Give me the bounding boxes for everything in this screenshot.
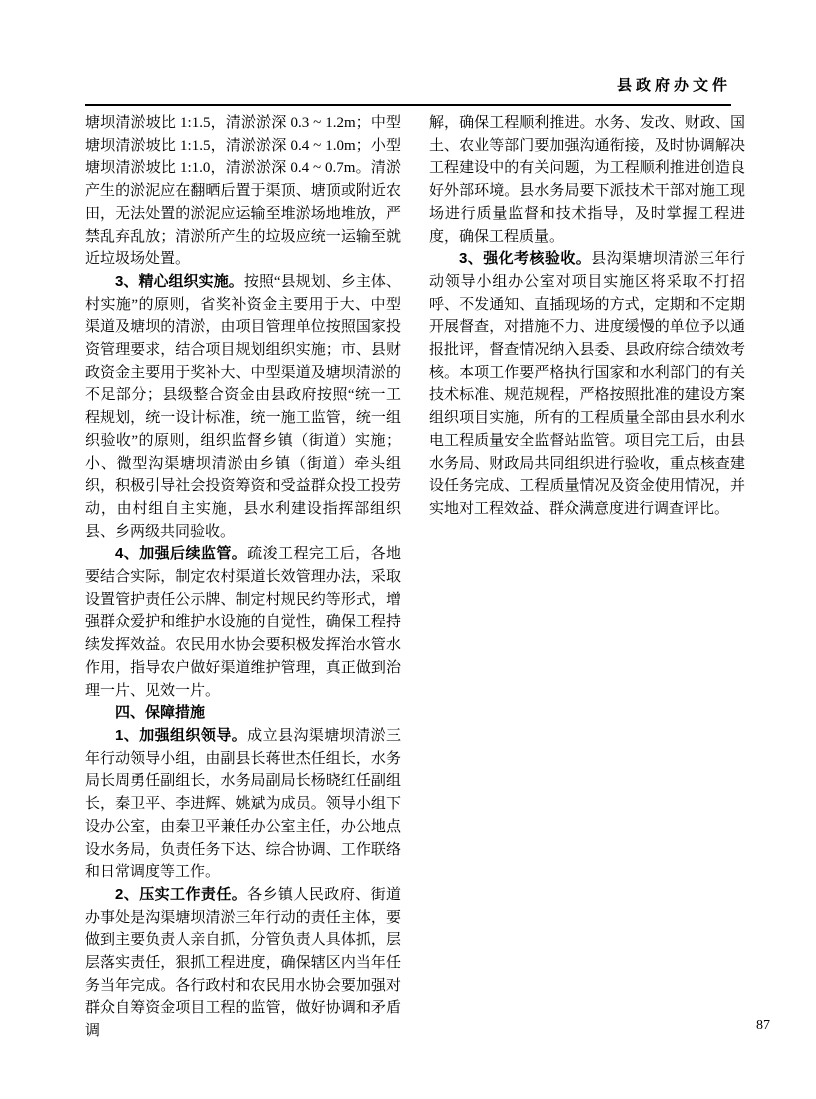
page-header	[85, 74, 731, 106]
paragraph-lead: 4、加强后续监管。	[115, 545, 248, 563]
left-column	[85, 112, 401, 1043]
page-footer	[756, 1018, 770, 1034]
page-number: 87	[756, 1018, 770, 1033]
paragraph: 4、加强后续监管。疏浚工程完工后，各地要结合实际，制定农村渠道长效管理办法，采取设置管护责任公示牌、制定村规民约等形式，增强群众爱护和维护水设施的自觉性，确保工程持续发挥效益。农民用水协会要积极发挥治水管水作用，指导农户做好渠道维护管理，真正做到治理一片、见效一片。	[85, 545, 401, 699]
paragraph: 解，确保工程顺利推进。水务、发改、财政、国土、农业等部门要加强沟通衔接，及时协调解决工程建设中的有关问题，为工程顺利推进创造良好外部环境。县水务局要下派技术干部对施工现场进行质量监督和技术指导，及时掌握工程进度，确保工程质量。	[429, 115, 745, 245]
paragraph-lead: 3、强化考核验收。	[459, 250, 592, 268]
paragraph: 1、加强组织领导。成立县沟渠塘坝清淤三年行动领导小组，由副县长蒋世杰任组长，水务局长周勇任副组长，水务局副局长杨晓红任副组长，秦卫平、李进辉、姚斌为成员。领导小组下设办公室，由秦卫平兼任办公室主任，办公地点设水务局，负责任务下达、综合协调、工作联络和日常调度等工作。	[85, 726, 401, 881]
paragraph-lead: 2、压实工作责任。	[115, 885, 248, 903]
paragraph: 塘坝清淤坡比 1:1.5，清淤淤深 0.3 ~ 1.2m；中型塘坝清淤坡比 1:1.5，清淤淤深 0.4 ~ 1.0m；小型塘坝清淤坡比 1:1.0，清淤淤深 0.4 ~ 0.7m。清淤产生的淤泥应在翻晒后置于渠顶、塘顶或附近农田，无法处置的淤泥应运输至堆淤场地堆放，严禁乱弃乱放；清淤所产生的垃圾应统一运输至就近垃圾场处置。	[85, 115, 401, 268]
paragraph-lead: 3、精心组织实施。	[115, 272, 244, 290]
paragraph: 3、强化考核验收。县沟渠塘坝清淤三年行动领导小组办公室对项目实施区将采取不打招呼、不发通知、直插现场的方式，定期和不定期开展督查，对措施不力、进度缓慢的单位予以通报批评，督查情况纳入县委、县政府综合绩效考核。本项工作要严格执行国家和水利部门的有关技术标准、规范规程，严格按照批准的建设方案组织项目实施，所有的工程质量全部由县水利水电工程质量安全监督站监管。项目完工后，由县水务局、财政局共同组织进行验收，重点核查建设任务完成、工程质量情况及资金使用情况，并实地对工程效益、群众满意度进行调查评比。	[429, 250, 745, 517]
paragraph: 2、压实工作责任。各乡镇人民政府、街道办事处是沟渠塘坝清淤三年行动的责任主体，要做到主要负责人亲自抓，分管负责人具体抓，层层落实责任，狠抓工程进度，确保辖区内当年任务当年完成。各行政村和农民用水协会要加强对群众自筹资金项目工程的监管，做好协调和矛盾调	[85, 885, 401, 1040]
document-category-label: 县政府办文件	[616, 77, 731, 94]
header-divider	[85, 104, 731, 106]
paragraph-lead: 1、加强组织领导。	[115, 726, 248, 744]
section-heading: 四、保障措施	[115, 704, 206, 722]
paragraph: 3、精心组织实施。按照“县规划、乡主体、村实施”的原则，省奖补资金主要用于大、中型渠道及塘坝的清淤，由项目管理单位按照国家投资管理要求，结合项目规划组织实施；市、县财政资金主要用于奖补大、中型渠道及塘坝清淤的不足部分；县级整合资金由县政府按照“统一工程规划，统一设计标准，统一施工监管，统一组织验收”的原则，组织监督乡镇（街道）实施；小、微型沟渠塘坝清淤由乡镇（街道）牵头组织，积极引导社会投资筹资和受益群众投工投劳动，由村组自主实施，县水利建设指挥部组织县、乡两级共同验收。	[85, 272, 401, 540]
text-columns	[85, 112, 745, 1043]
right-column	[429, 112, 745, 1043]
